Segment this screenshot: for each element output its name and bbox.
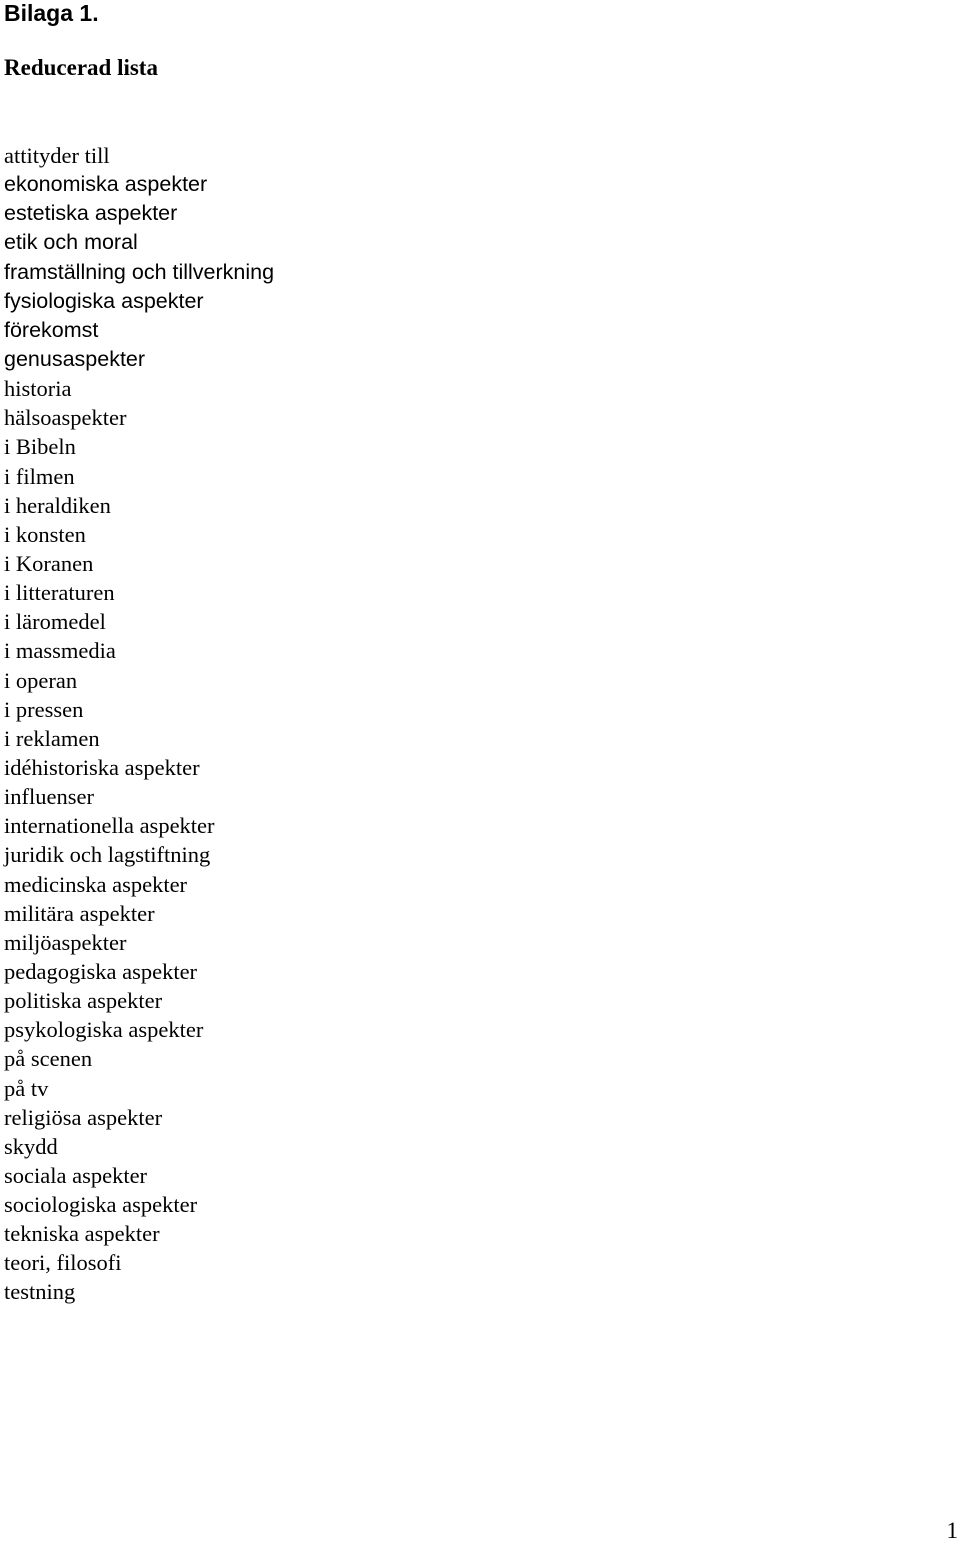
list-item: förekomst (4, 317, 99, 342)
list-item: i pressen (4, 696, 84, 722)
list-item: etik och moral (4, 230, 138, 255)
list-item: i heraldiken (4, 492, 111, 518)
list-item: sociala aspekter (4, 1162, 148, 1188)
list-item: politiska aspekter (4, 988, 163, 1014)
list-item: på scenen (4, 1046, 93, 1072)
list-item: religiösa aspekter (4, 1104, 163, 1130)
list-item: ekonomiska aspekter (4, 172, 208, 197)
page-number: 1 (946, 1518, 958, 1543)
list-item: pedagogiska aspekter (4, 958, 198, 984)
list-item: testning (4, 1279, 76, 1305)
list-item: attityder till (4, 143, 110, 168)
list-item: internationella aspekter (4, 813, 215, 839)
list-item: fysiologiska aspekter (4, 288, 204, 313)
list-item: tekniska aspekter (4, 1221, 160, 1247)
list-item: i operan (4, 667, 78, 693)
list-item: i läromedel (4, 609, 106, 635)
list-item: idéhistoriska aspekter (4, 754, 200, 780)
list-item: genusaspekter (4, 346, 146, 371)
list-item: i massmedia (4, 638, 116, 664)
list-item: militära aspekter (4, 900, 155, 926)
list-item: estetiska aspekter (4, 201, 178, 226)
list-item: i reklamen (4, 725, 100, 751)
list-item: i Bibeln (4, 434, 76, 460)
list-item: influenser (4, 784, 94, 810)
topic-list (4, 141, 274, 1307)
list-item: framställning och tillverkning (4, 259, 275, 284)
list-item: på tv (4, 1075, 49, 1101)
list-item: miljöaspekter (4, 929, 127, 955)
list-item: i Koranen (4, 550, 94, 576)
list-item: teori, filosofi (4, 1250, 122, 1276)
list-item: i filmen (4, 463, 75, 489)
list-item: i konsten (4, 521, 86, 547)
list-item: skydd (4, 1133, 58, 1159)
list-item: hälsoaspekter (4, 405, 127, 431)
appendix-label: Bilaga 1. (4, 0, 99, 26)
list-title: Reducerad lista (4, 55, 158, 80)
list-item: i litteraturen (4, 580, 115, 606)
list-item: medicinska aspekter (4, 871, 188, 897)
list-item: sociologiska aspekter (4, 1192, 198, 1218)
list-item: juridik och lagstiftning (4, 842, 211, 868)
list-item: psykologiska aspekter (4, 1017, 204, 1043)
list-item: historia (4, 376, 72, 402)
